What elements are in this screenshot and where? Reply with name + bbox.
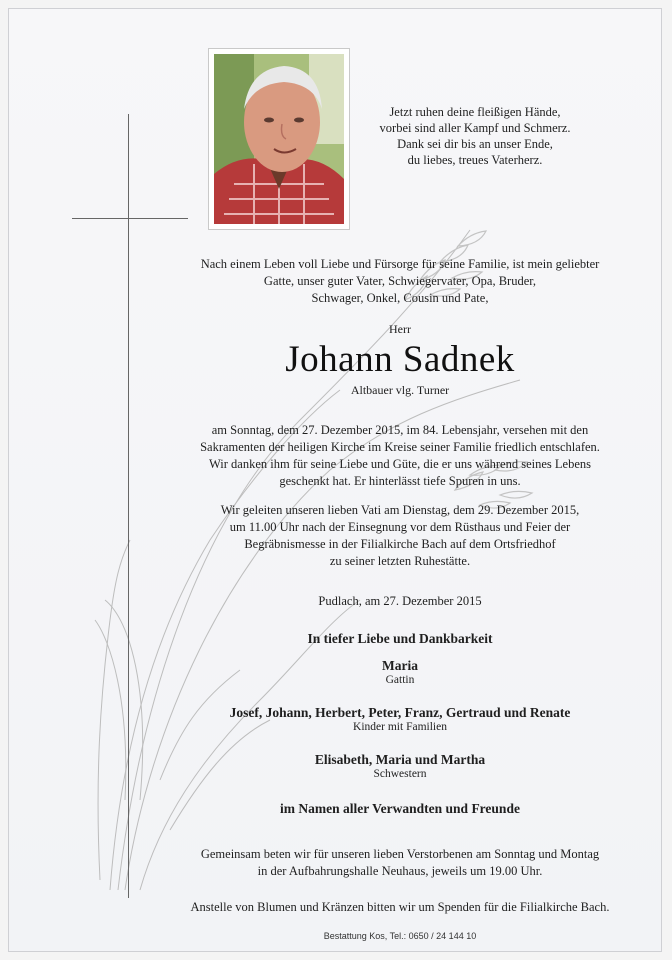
paragraph-line: geschenkt hat. Er hinterlässt tiefe Spuren in uns. [279,474,521,488]
paragraph-line: Wir danken ihm für seine Liebe und Güte, die er uns während seines Lebens [208,457,591,471]
paragraph-line: um 11.00 Uhr nach der Einsegnung vor dem Rüsthaus und Feier der [229,520,571,534]
paragraph-line: Sakramenten der heiligen Kirche im Kreise seiner Familie friedlich entschlafen. [200,440,600,454]
donation-notice: Anstelle von Blumen und Kränzen bitten wir um Spenden für die Filialkirche Bach. [190,900,610,914]
paragraph-line: Begräbnismesse in der Filialkirche Bach auf dem Ortsfriedhof [244,537,556,551]
paragraph-line: Wir geleiten unseren lieben Vati am Dienstag, dem 29. Dezember 2015, [220,503,580,517]
family-role: Schwestern [373,768,427,780]
prayer-line: in der Aufbahrungshalle Neuhaus, jeweils um 19.00 Uhr. [257,864,543,878]
portrait-illustration [214,54,344,224]
family-group-children [150,705,650,733]
family-names: Josef, Johann, Herbert, Peter, Franz, Gertraud und Renate [229,705,571,720]
intro-line: Gatte, unser guter Vater, Schwiegervater, Opa, Bruder, [263,274,537,288]
paragraph-line: zu seiner letzten Ruhestätte. [329,554,471,568]
prayer-notice [150,846,650,880]
cross-vertical-line [128,114,129,898]
paragraph-line: am Sonntag, dem 27. Dezember 2015, im 84. Lebensjahr, versehen mit den [211,423,589,437]
poem [360,104,590,168]
poem-line: Jetzt ruhen deine fleißigen Hände, [389,105,561,119]
poem-line: vorbei sind aller Kampf und Schmerz. [379,121,571,135]
portrait-photo [208,48,350,230]
closing-line: im Namen aller Verwandten und Freunde [280,801,520,816]
poem-line: Dank sei dir bis an unser Ende, [397,137,553,151]
intro-line: Nach einem Leben voll Liebe und Fürsorge für seine Familie, ist mein geliebter [200,257,600,271]
cross-horizontal-line [72,218,188,219]
deceased-name: Johann Sadnek [285,339,515,380]
family-names: Elisabeth, Maria und Martha [314,752,486,767]
death-announcement-paragraph [150,422,650,490]
dank-heading: In tiefer Liebe und Dankbarkeit [307,631,493,646]
family-names: Maria [382,658,418,673]
deceased-subtitle: Altbauer vlg. Turner [350,383,450,397]
place-date: Pudlach, am 27. Dezember 2015 [318,594,482,608]
family-role: Kinder mit Familien [353,721,447,733]
family-role: Gattin [385,674,415,686]
portrait-image [214,54,344,224]
intro-line: Schwager, Onkel, Cousin und Pate, [311,291,489,305]
funeral-details-paragraph [150,502,650,570]
family-group-spouse [150,658,650,686]
funeral-home-footer: Bestattung Kos, Tel.: 0650 / 24 144 10 [323,931,477,941]
family-group-sisters [150,752,650,780]
prayer-line: Gemeinsam beten wir für unseren lieben Verstorbenen am Sonntag und Montag [200,847,600,861]
poem-line: du liebes, treues Vaterherz. [407,153,543,167]
honorific: Herr [389,322,411,336]
intro-paragraph [150,256,650,307]
